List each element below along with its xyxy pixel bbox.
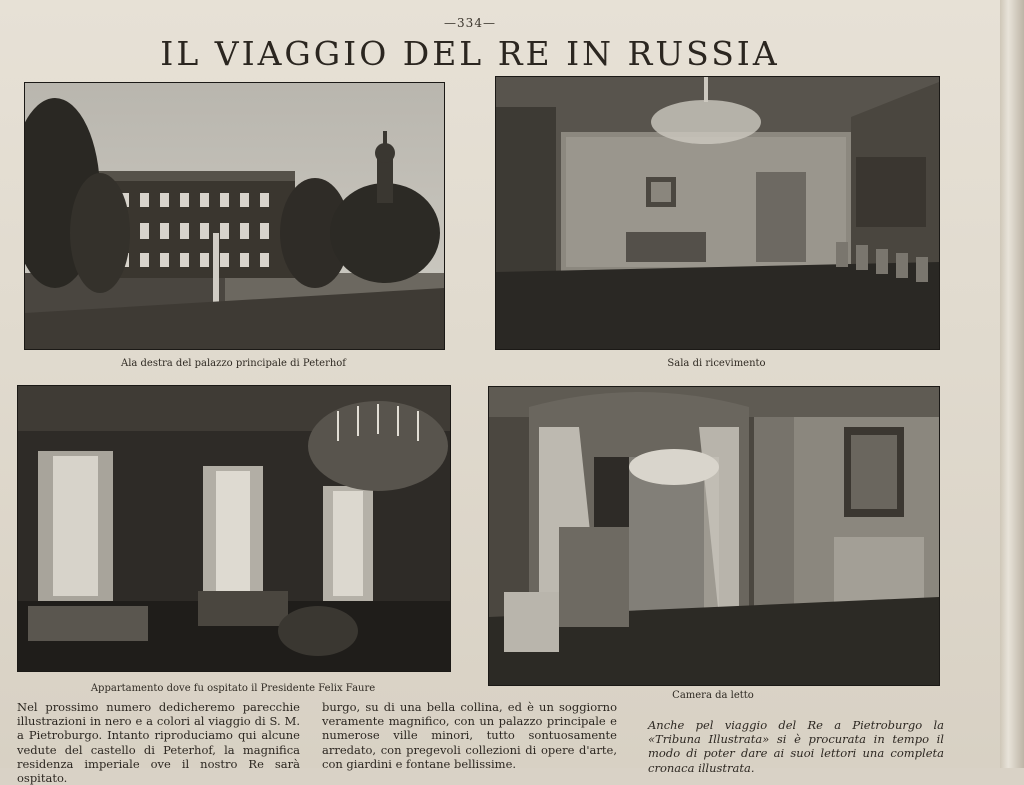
article-column-1 [17, 700, 300, 785]
caption-palace-exterior: Ala destra del palazzo principale di Peterhof [120, 358, 347, 369]
article-text-1: Nel prossimo numero dedicheremo parecchie illustrazioni in nero e a colori al viaggio di S. M. a Pietroburgo. Intanto riproduciamo qui alcune vedute del castello di Peterhof, la magnifica residenza imperiale ove il nostro Re sarà ospitato. [17, 700, 300, 785]
photo-faure-apartment [17, 385, 451, 672]
photo-bedroom [488, 386, 940, 686]
page-title: IL VIAGGIO DEL RE IN RUSSIA [160, 34, 780, 73]
page-number: —334— [444, 16, 496, 30]
article-text-3: Anche pel viaggio del Re a Pietroburgo la «Tribuna Illustrata» si è procurata in tempo il modo di poter dare ai suoi lettori una completa cronaca illustrata. [648, 718, 944, 775]
caption-faure-apartment: Appartamento dove fu ospitato il Presidente Felix Faure [90, 683, 376, 694]
article-column-3 [648, 718, 944, 775]
article-text-2: burgo, su di una bella collina, ed è un soggiorno veramente magnifico, con un palazzo principale e numerose ville minori, tutto sontuosamente arredato, con pregevoli collezioni di opere d'arte, con giardini e fontane bellissime. [322, 700, 617, 771]
article-column-2 [322, 700, 617, 771]
caption-reception-hall: Sala di ricevimento [667, 358, 766, 369]
caption-bedroom: Camera da letto [672, 690, 754, 701]
photo-reception-hall [495, 76, 940, 350]
photo-palace-exterior [24, 82, 445, 350]
page-gutter [1000, 0, 1024, 768]
